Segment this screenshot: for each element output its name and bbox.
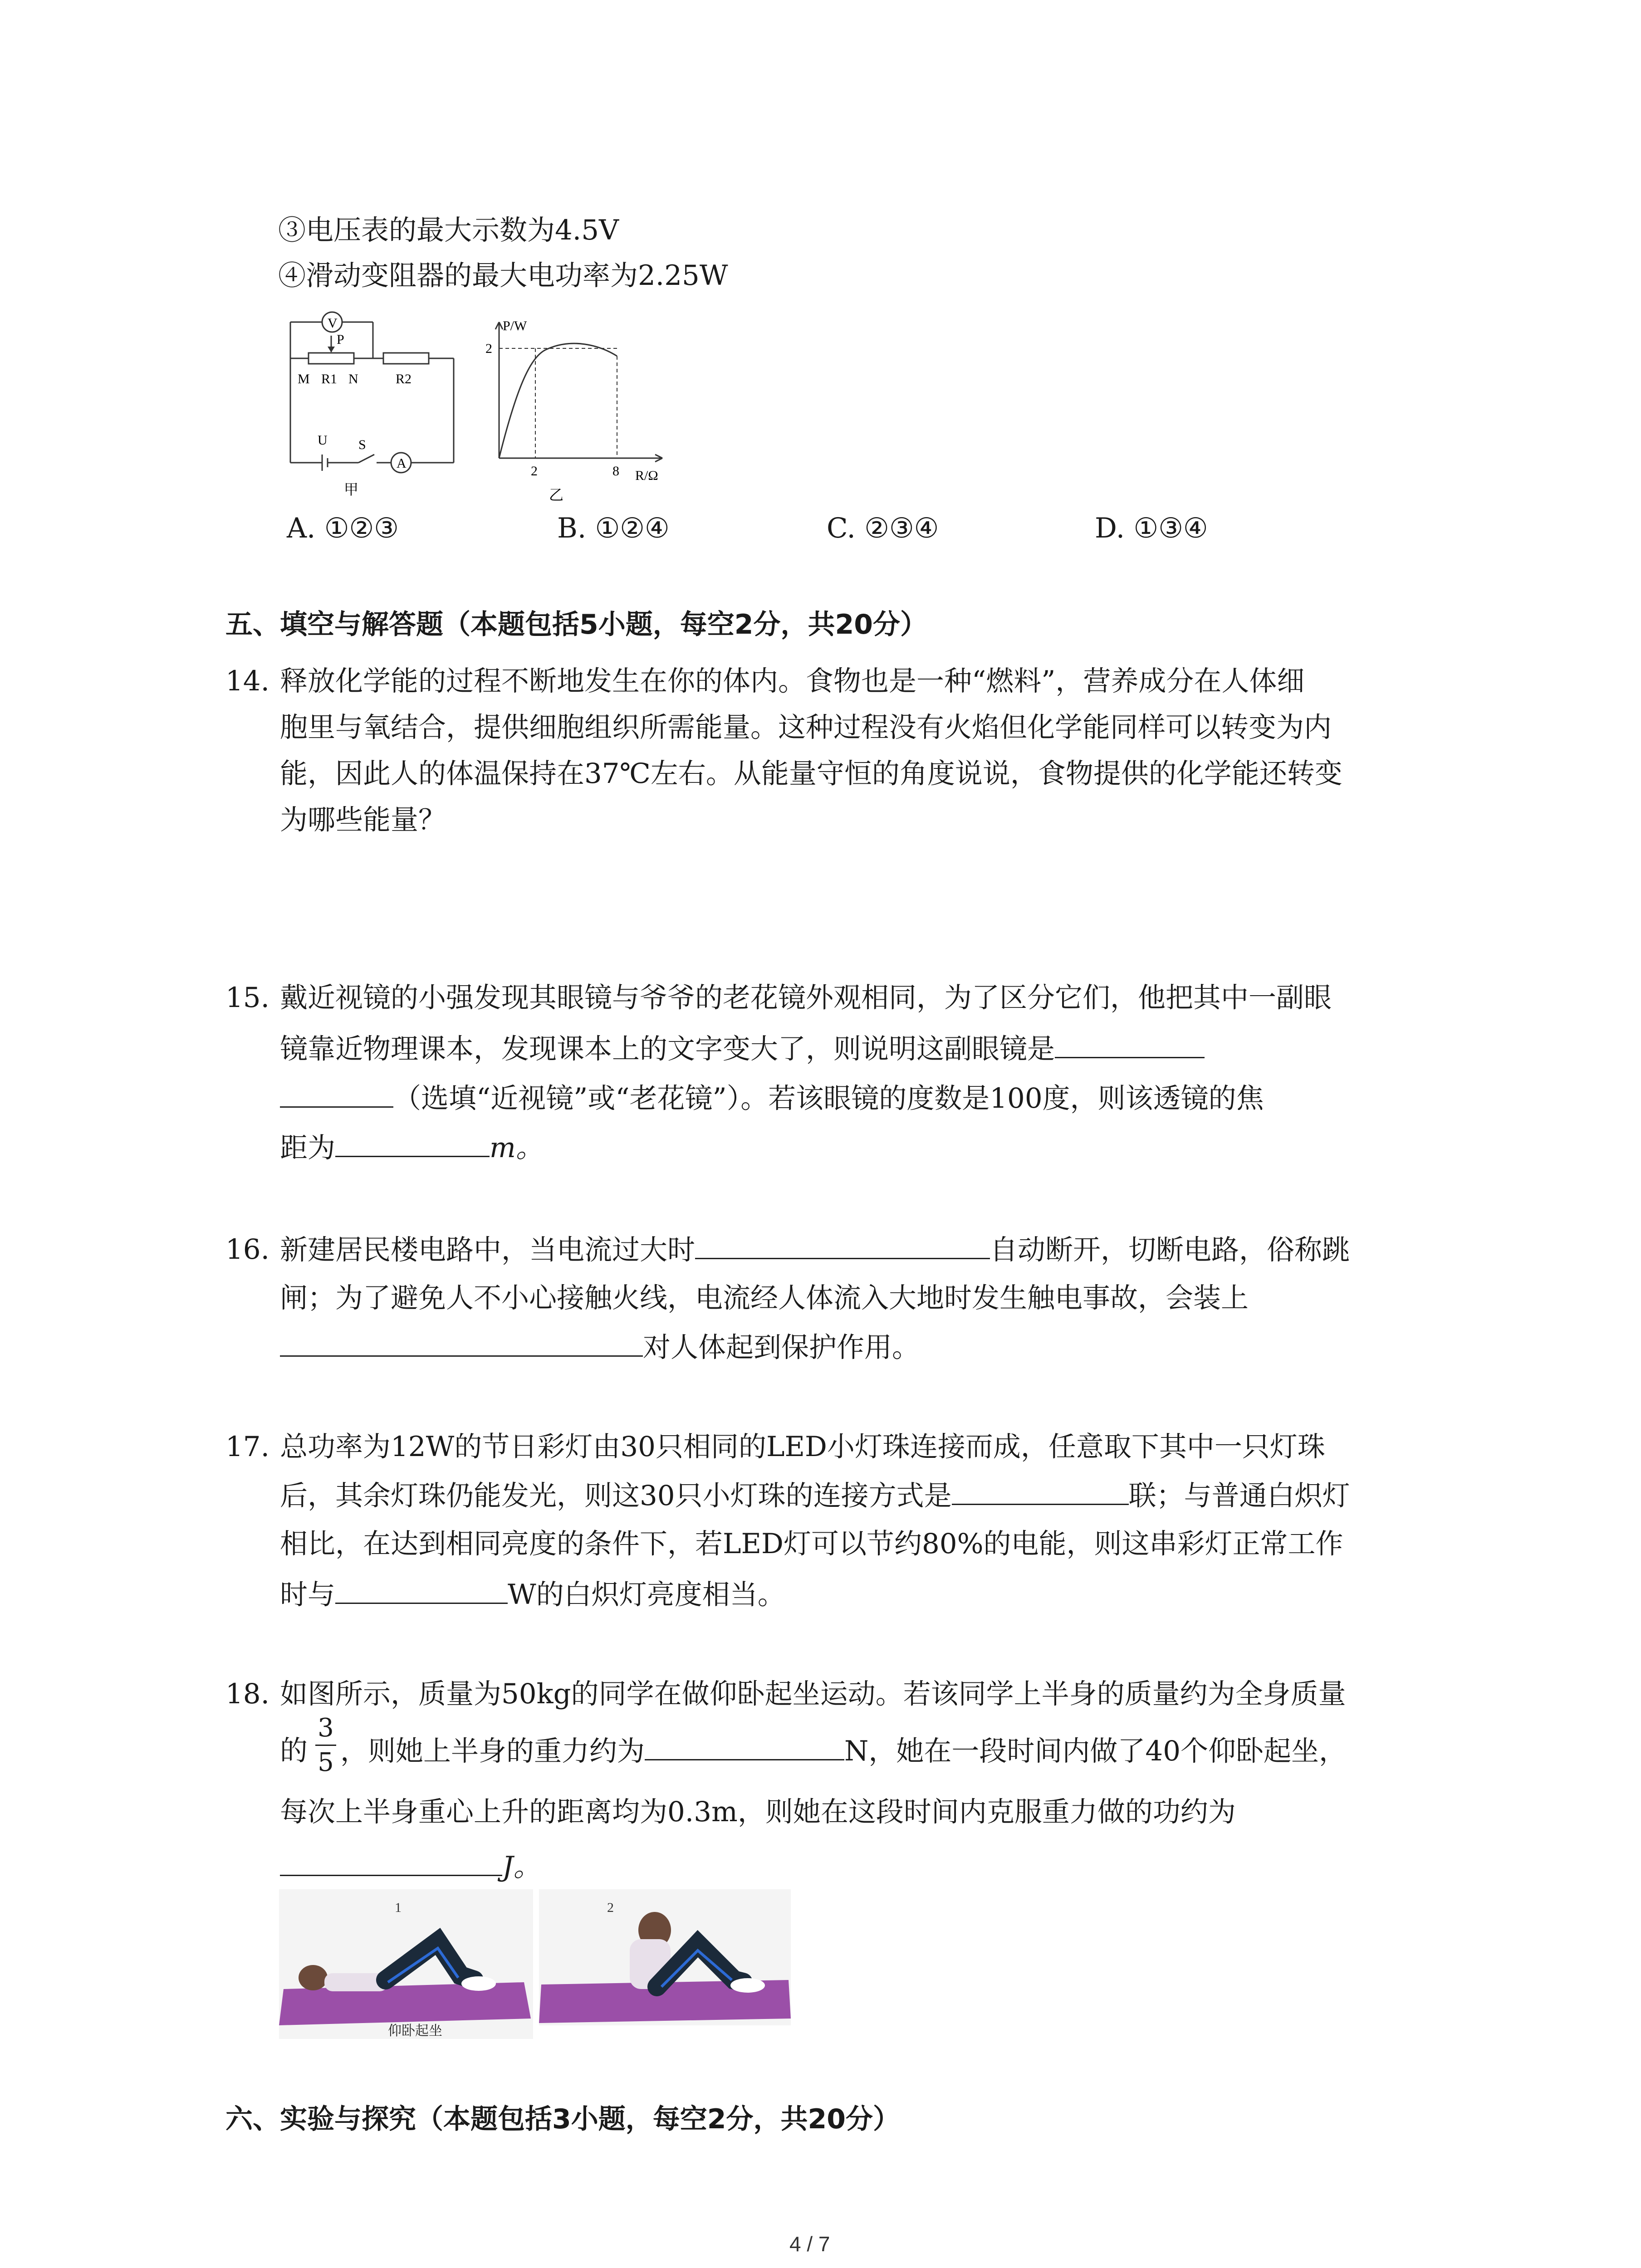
q17-blank-1[interactable]: [952, 1477, 1129, 1505]
y-axis-label: P/W: [503, 318, 527, 333]
page-number: 4 / 7: [789, 2232, 830, 2256]
q18-blank-2[interactable]: [280, 1848, 502, 1876]
q18-blank-1[interactable]: [645, 1733, 844, 1760]
choice-d: D. ①③④: [1095, 512, 1208, 544]
label-u: U: [318, 433, 328, 448]
q15-line-3: [280, 1080, 1264, 1117]
q18-number: 18.: [225, 1678, 270, 1710]
label-n: N: [348, 371, 358, 386]
y-tick-2: 2: [485, 341, 492, 356]
q17-line-3: 相比，在达到相同亮度的条件下，若LED灯可以节约80%的电能，则这串彩灯正常工作: [280, 1528, 1343, 1560]
q14-number: 14.: [225, 665, 270, 697]
fraction-numerator: 3: [318, 1713, 334, 1743]
q17-line-2a: 后，其余灯珠仍能发光，则这30只小灯珠的连接方式是: [280, 1480, 952, 1512]
q14-line-2: 胞里与氧结合，提供细胞组织所需能量。这种过程没有火焰但化学能同样可以转变为内: [280, 711, 1332, 743]
q15-line-4b: m。: [490, 1132, 544, 1164]
option-4: ④滑动变阻器的最大电功率为2.25W: [278, 259, 728, 292]
q15-line-3-text: （选填“近视镜”或“老花镜”）。若该眼镜的度数是100度，则该透镜的焦: [393, 1082, 1264, 1114]
q18-line-3: 每次上半身重心上升的距离均为0.3m，则她在这段时间内克服重力做的功约为: [280, 1796, 1236, 1828]
x-tick-2: 2: [531, 464, 538, 479]
label-m: M: [298, 371, 310, 386]
q15-number: 15.: [225, 982, 270, 1014]
q15-blank-2[interactable]: [335, 1129, 490, 1157]
q15-line-4a: 距为: [280, 1132, 336, 1164]
q15-blank-1[interactable]: [1055, 1031, 1205, 1058]
section-5-heading: 五、填空与解答题（本题包括5小题，每空2分，共20分）: [225, 609, 927, 640]
q15-line-2-text: 镜靠近物理课本，发现课本上的文字变大了，则说明这副眼镜是: [280, 1033, 1055, 1065]
situp-photo-2: [539, 1889, 791, 2025]
fraction-denominator: 5: [318, 1748, 334, 1777]
q15-blank-1-cont[interactable]: [280, 1080, 393, 1108]
x-tick-8: 8: [612, 464, 619, 479]
q18-line-2b: ，则她上半身的重力约为: [340, 1735, 645, 1767]
q18-line-4-text: J。: [502, 1851, 541, 1883]
q16-number: 16.: [225, 1233, 270, 1266]
q14-line-3: 能，因此人的体温保持在37℃左右。从能量守恒的角度说说，食物提供的化学能还转变: [280, 758, 1342, 790]
q17-line-4: [280, 1576, 785, 1613]
section-6-heading: 六、实验与探究（本题包括3小题，每空2分，共20分）: [225, 2103, 900, 2135]
q16-line-3: [280, 1329, 920, 1366]
q16-blank-1[interactable]: [695, 1232, 990, 1259]
circuit-diagram: [272, 308, 463, 508]
q17-line-2b: 联；与普通白炽灯: [1128, 1480, 1350, 1512]
q16-line-1a: 新建居民楼电路中，当电流过大时: [280, 1234, 696, 1266]
q18-line-1: 如图所示，质量为50kg的同学在做仰卧起坐运动。若该同学上半身的质量约为全身质量: [280, 1678, 1346, 1710]
ammeter-label: A: [397, 456, 407, 471]
q18-line-4: [280, 1848, 541, 1885]
photo-2-label: 2: [607, 1900, 614, 1915]
q16-blank-2[interactable]: [280, 1329, 643, 1357]
fraction-bar: [315, 1745, 336, 1746]
q16-line-3-text: 对人体起到保护作用。: [643, 1331, 920, 1364]
q16-line-1b: 自动断开，切断电路，俗称跳: [990, 1234, 1350, 1266]
x-axis-label: R/Ω: [635, 468, 658, 483]
power-resistance-graph: [481, 313, 671, 508]
q17-blank-2[interactable]: [335, 1576, 508, 1604]
choice-a: A. ①②③: [287, 512, 399, 544]
q18-line-2c: N，她在一段时间内做了40个仰卧起坐，: [844, 1735, 1347, 1767]
q15-line-4: [280, 1129, 544, 1166]
q14-line-4: 为哪些能量？: [280, 804, 446, 836]
q16-line-1: [280, 1232, 1350, 1268]
slider-label: P: [337, 332, 344, 347]
q17-number: 17.: [225, 1431, 270, 1463]
label-r2: R2: [396, 371, 412, 386]
q15-line-1: 戴近视镜的小强发现其眼镜与爷爷的老花镜外观相同，为了区分它们，他把其中一副眼: [280, 982, 1332, 1014]
label-r1: R1: [321, 371, 338, 386]
q17-line-2: [280, 1477, 1350, 1514]
situp-photo-1: [279, 1889, 533, 2039]
circuit-caption: 甲: [344, 481, 359, 498]
q17-line-4b: W的白炽灯亮度相当。: [508, 1579, 785, 1611]
label-s: S: [358, 437, 366, 452]
voltmeter-label: V: [328, 316, 338, 331]
q14-line-1: 释放化学能的过程不断地发生在你的体内。食物也是一种“燃料”，营养成分在人体细: [280, 665, 1305, 697]
choice-b: B. ①②④: [557, 512, 670, 544]
q16-line-2: 闸；为了避免人不小心接触火线，电流经人体流入大地时发生触电事故，会装上: [280, 1282, 1249, 1314]
photo-caption: 仰卧起坐: [388, 2023, 442, 2039]
graph-caption: 乙: [549, 486, 564, 503]
option-3: ③电压表的最大示数为4.5V: [278, 214, 619, 246]
q18-line-2a: 的: [280, 1735, 308, 1767]
photo-1-label: 1: [395, 1900, 402, 1915]
q17-line-4a: 时与: [280, 1579, 336, 1611]
q18-line-2: [340, 1733, 1347, 1769]
choice-c: C. ②③④: [827, 512, 939, 544]
q17-line-1: 总功率为12W的节日彩灯由30只相同的LED小灯珠连接而成，任意取下其中一只灯珠: [280, 1431, 1325, 1463]
q15-line-2: [280, 1031, 1205, 1067]
